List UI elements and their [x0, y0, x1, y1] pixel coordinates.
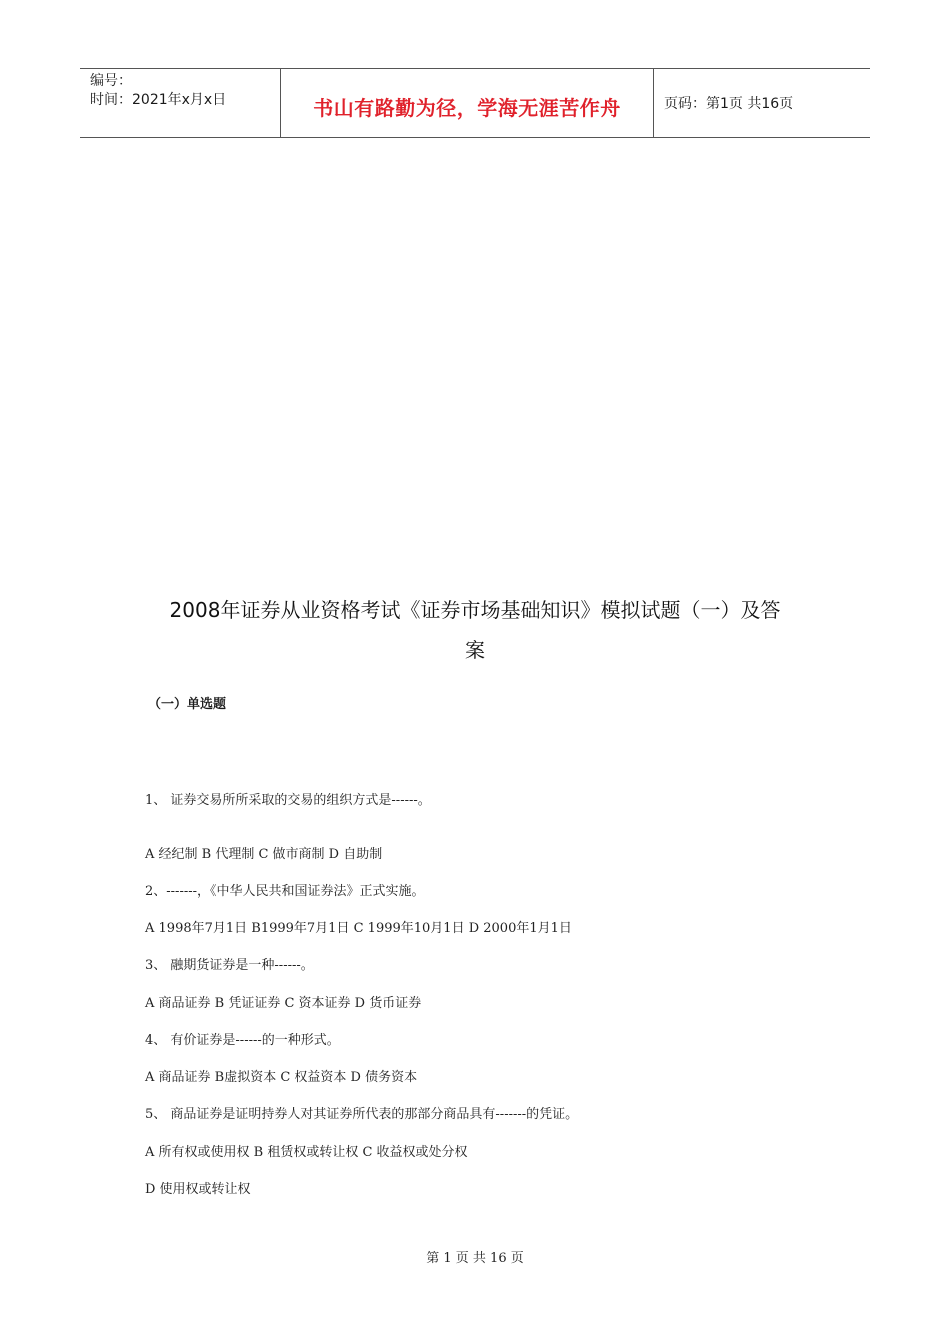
header-table	[80, 68, 870, 138]
motto-text: 书山有路勤为径，学海无涯苦作舟	[313, 95, 621, 120]
question-line: 5、 商品证券是证明持券人对其证券所代表的那部分商品具有-------的凭证。	[145, 1107, 579, 1122]
header-left-cell	[80, 69, 281, 137]
answer-options-line: D 使用权或转让权	[145, 1182, 251, 1197]
title-line-1: 2008年证券从业资格考试《证券市场基础知识》模拟试题（一）及答	[169, 598, 781, 622]
answer-options-line: A 商品证券 B虚拟资本 C 权益资本 D 债务资本	[145, 1070, 418, 1085]
question-line: 4、 有价证券是------的一种形式。	[145, 1033, 340, 1048]
question-line: 3、 融期货证券是一种------。	[145, 958, 314, 973]
number-label: 编号：	[90, 73, 132, 89]
header-page-cell	[654, 69, 870, 137]
answer-options-line: A 1998年7月1日 B1999年7月1日 C 1999年10月1日 D 2000年1月1日	[145, 921, 572, 936]
question-line: 1、 证券交易所所采取的交易的组织方式是------。	[145, 793, 431, 808]
document-title	[130, 590, 820, 670]
page-info: 页码：第1页 共16页	[664, 96, 794, 112]
answer-options-line: A 商品证券 B 凭证证券 C 资本证券 D 货币证券	[145, 996, 422, 1011]
title-line-2: 案	[465, 638, 485, 662]
answer-options-line: A 所有权或使用权 B 租赁权或转让权 C 收益权或处分权	[145, 1145, 468, 1160]
page-footer: 第 1 页 共 16 页	[426, 1251, 524, 1266]
question-line: 2、-------，《中华人民共和国证券法》正式实施。	[145, 884, 425, 899]
header-motto-cell	[281, 69, 654, 137]
section-heading: （一）单选题	[148, 697, 227, 712]
time-label: 时间：2021年x月x日	[90, 92, 227, 108]
answer-options-line: A 经纪制 B 代理制 C 做市商制 D 自助制	[145, 847, 383, 862]
